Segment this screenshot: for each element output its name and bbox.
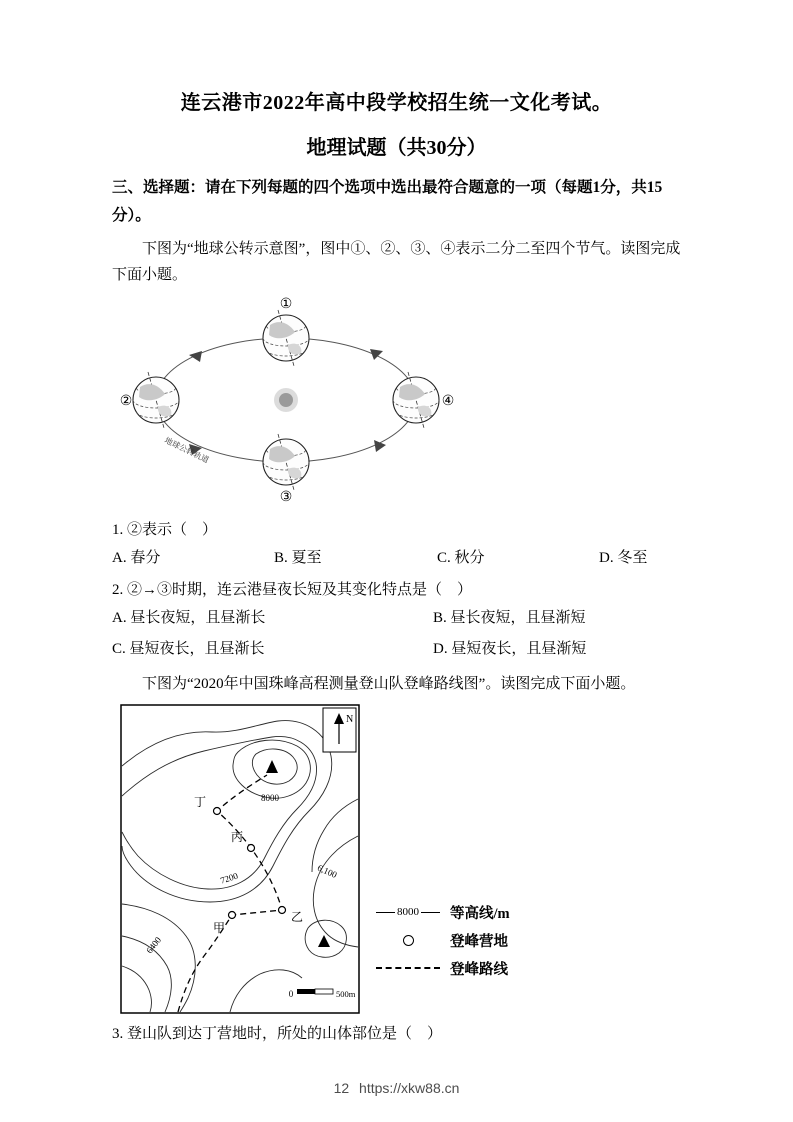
scale-length: 500m bbox=[336, 988, 356, 999]
q2-option-c: C. 昼短夜长，且昼渐长 bbox=[112, 641, 265, 658]
passage-earth-revolution: 下图为“地球公转示意图”，图中①、②、③、④表示二分二至四个节气。读图完成下面小题。 bbox=[112, 240, 681, 284]
contour-map-figure bbox=[120, 704, 681, 1014]
camp-yi-icon bbox=[279, 906, 286, 913]
sun-icon bbox=[279, 393, 293, 407]
orbit-marker-2: ② bbox=[119, 394, 133, 410]
camp-label-yi: 乙 bbox=[291, 909, 304, 924]
orbit-arrow-icon bbox=[374, 440, 386, 452]
q3-stem: 3. 登山队到达丁营地时，所处的山体部位是（ ） bbox=[112, 1025, 443, 1042]
page-subtitle: 地理试题（共30分） bbox=[306, 137, 487, 159]
elevation-6400: 6400 bbox=[144, 934, 164, 955]
q1-option-d: D. 冬至 bbox=[599, 550, 648, 567]
question-2 bbox=[112, 578, 681, 661]
orbit-marker-3: ③ bbox=[279, 490, 293, 506]
camp-jia-icon bbox=[229, 911, 236, 918]
footer-page-number: 12 bbox=[333, 1080, 350, 1096]
q1-stem: 1. ②表示（ ） bbox=[112, 522, 218, 539]
q1-option-b: B. 夏至 bbox=[274, 550, 322, 567]
q1-option-c: C. 秋分 bbox=[437, 550, 485, 567]
q2-option-d: D. 昼短夜长，且昼渐短 bbox=[433, 641, 587, 658]
map-legend bbox=[376, 895, 510, 986]
camp-label-ding: 丁 bbox=[193, 794, 206, 809]
footer-site-url: https://xkw88.cn bbox=[359, 1080, 460, 1096]
earth-globe-right bbox=[393, 372, 439, 428]
section-heading: 三、选择题：请在下列每题的四个选项中选出最符合题意的一项（每题1分，共15分）。 bbox=[112, 179, 663, 224]
legend-camp bbox=[376, 930, 510, 951]
elevation-8000: 8000 bbox=[261, 792, 279, 803]
orbit-diagram-svg bbox=[118, 292, 458, 507]
camp-ding-icon bbox=[214, 807, 221, 814]
orbit-marker-1: ① bbox=[279, 297, 293, 313]
q1-option-a: A. 春分 bbox=[112, 550, 161, 567]
question-3 bbox=[112, 1022, 681, 1046]
contour-line-symbol bbox=[376, 907, 440, 918]
elevation-7200: 7200 bbox=[218, 870, 240, 886]
orbit-arrow-icon bbox=[370, 349, 383, 360]
orbit-path-label: 地球公转轨道 bbox=[163, 435, 211, 466]
legend-camp-label: 登峰营地 bbox=[450, 933, 508, 950]
orbit-arrow-icon bbox=[189, 351, 202, 362]
camp-label-jia: 甲 bbox=[212, 920, 226, 935]
q1-options bbox=[112, 546, 681, 570]
legend-contour bbox=[376, 902, 510, 923]
q2-option-b: B. 昼长夜短，且昼渐短 bbox=[433, 610, 586, 627]
legend-route bbox=[376, 958, 510, 979]
page-title: 连云港市2022年高中段学校招生统一文化考试。 bbox=[180, 92, 613, 114]
page-footer bbox=[0, 1080, 793, 1096]
contour-map-svg bbox=[120, 704, 360, 1014]
route-dash-symbol bbox=[376, 967, 440, 969]
question-1 bbox=[112, 518, 681, 570]
north-arrow bbox=[323, 708, 356, 752]
scale-zero: 0 bbox=[288, 988, 294, 999]
camp-bing-icon bbox=[248, 844, 255, 851]
orbit-marker-4: ④ bbox=[441, 394, 455, 410]
q2-options bbox=[112, 606, 681, 661]
elevation-6100: 6,100 bbox=[315, 862, 339, 880]
earth-globe-bottom bbox=[263, 434, 309, 490]
earth-globe-left bbox=[133, 372, 179, 428]
legend-contour-label: 等高线/m bbox=[450, 905, 510, 922]
legend-route-label: 登峰路线 bbox=[450, 961, 508, 978]
north-label: N bbox=[346, 713, 354, 725]
legend-contour-value: 8000 bbox=[397, 905, 419, 918]
camp-circle-symbol bbox=[376, 935, 440, 946]
camp-label-bing: 丙 bbox=[230, 829, 243, 844]
q2-stem: 2. ②→③时期，连云港昼夜长短及其变化特点是（ ） bbox=[112, 582, 473, 599]
earth-globe-top bbox=[263, 310, 309, 366]
orbit-figure bbox=[118, 292, 458, 512]
q2-option-a: A. 昼长夜短，且昼渐长 bbox=[112, 610, 266, 627]
passage-everest-route: 下图为“2020年中国珠峰高程测量登山队登峰路线图”。读图完成下面小题。 bbox=[142, 676, 636, 693]
